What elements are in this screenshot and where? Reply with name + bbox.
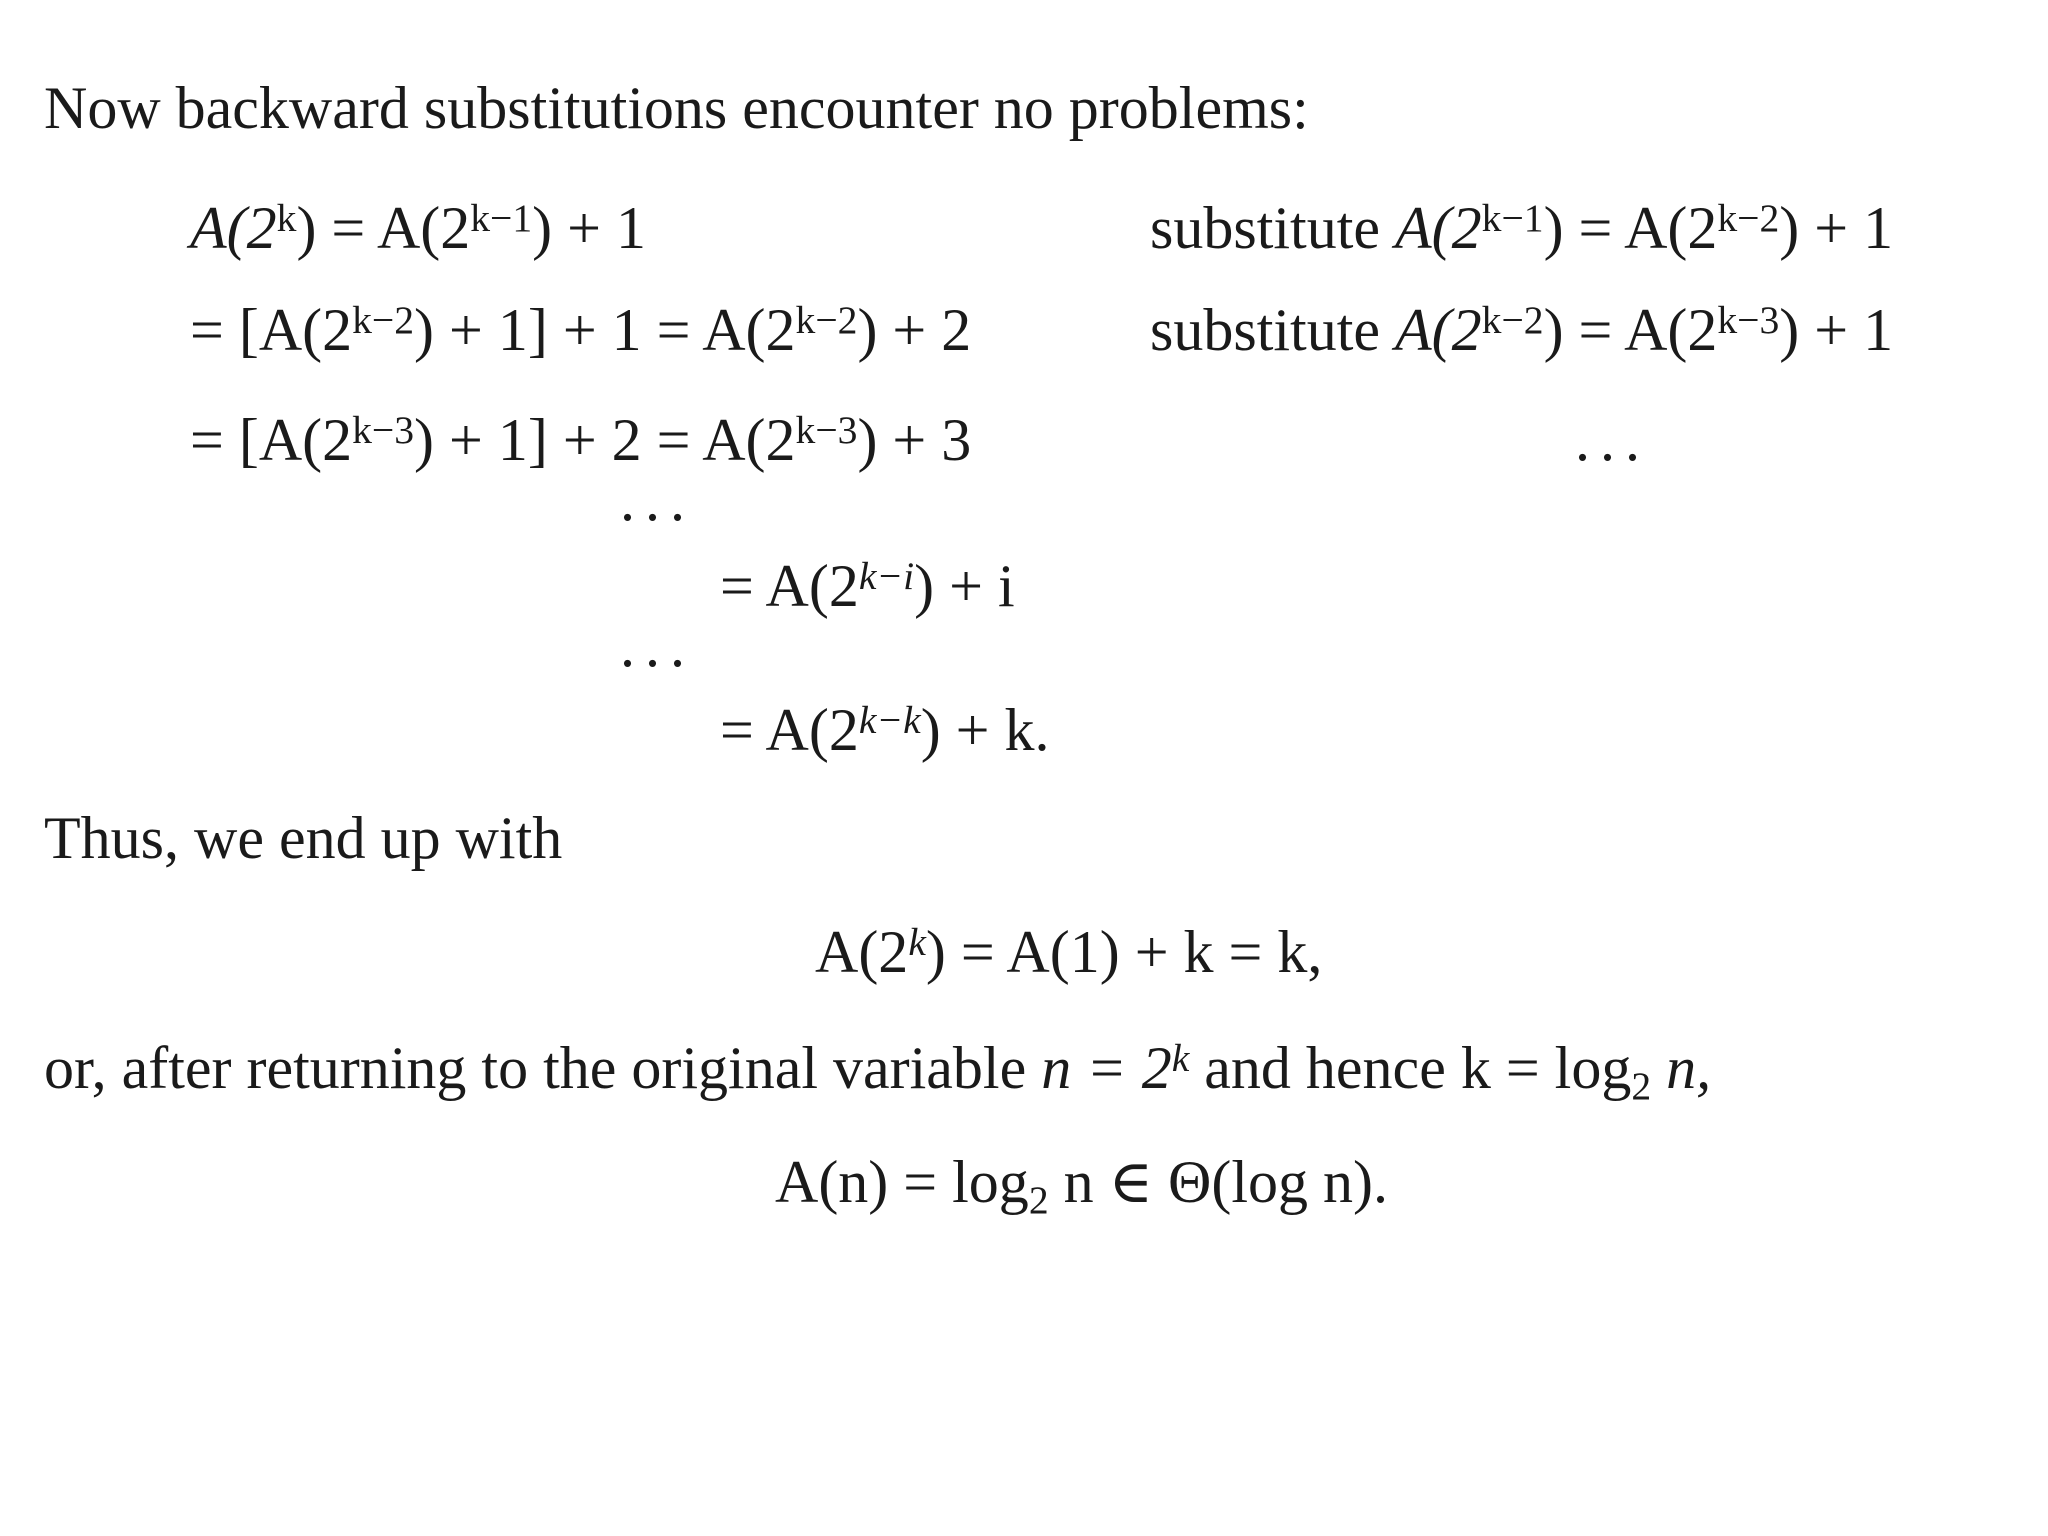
note2-a: A(2: [1395, 297, 1482, 363]
derivation-line-1: [190, 195, 646, 261]
derivation-dots-1: ...: [620, 467, 695, 533]
return-exp: k: [1171, 1036, 1190, 1081]
line3-c: ) + 3: [857, 407, 972, 473]
note1-a: A(2: [1395, 195, 1482, 261]
substitute-note-dots: ...: [1575, 407, 1650, 473]
result-b: ) = A(1) + k = k,: [925, 919, 1323, 985]
note2-b: ) = A(2: [1543, 297, 1718, 363]
substitute-note-2: [1150, 297, 1894, 363]
note2-exp1: k−2: [1481, 298, 1544, 343]
intro-text: Now backward substitutions encounter no problems:: [44, 75, 1309, 141]
return-n-eq: n = 2: [1041, 1035, 1172, 1101]
conclusion-intro: Thus, we end up with: [44, 805, 563, 871]
line5-b: ) + k.: [920, 697, 1050, 763]
line3-exp2: k−3: [795, 408, 858, 453]
final-a: A(n) = log: [775, 1149, 1029, 1215]
line2-exp2: k−2: [795, 298, 858, 343]
return-k-eq: k = log: [1460, 1035, 1632, 1101]
line1-lhs-b: ) = A(2: [296, 195, 471, 261]
line3-b: ) + 1] + 2 = A(2: [414, 407, 796, 473]
line3-exp1: k−3: [352, 408, 415, 453]
line1-exp2: k−1: [470, 196, 533, 241]
line3-a: = [A(2: [190, 407, 353, 473]
line1-exp1: k: [276, 196, 297, 241]
return-before: or, after returning to the original variable: [44, 1035, 1042, 1101]
final-sub: 2: [1028, 1178, 1049, 1223]
note1-exp2: k−2: [1717, 196, 1780, 241]
final-b: n ∈ Θ(log n).: [1048, 1149, 1388, 1215]
note2-word: substitute: [1150, 297, 1381, 363]
return-text: [44, 1035, 1712, 1109]
derivation-line-4: [720, 553, 1015, 619]
line5-exp: k−k: [858, 698, 921, 743]
line1-lhs-a: A(2: [190, 195, 277, 261]
line2-exp1: k−2: [352, 298, 415, 343]
note1-b: ) = A(2: [1543, 195, 1718, 261]
line5-a: = A(2: [720, 697, 859, 763]
line4-b: ) + i: [914, 553, 1015, 619]
return-sub: 2: [1631, 1064, 1652, 1109]
note2-exp2: k−3: [1717, 298, 1780, 343]
derivation-line-2: [190, 297, 972, 363]
return-middle: and hence: [1189, 1035, 1461, 1101]
result-a: A(2: [815, 919, 909, 985]
note2-c: ) + 1: [1779, 297, 1894, 363]
derivation-line-5: [720, 697, 1050, 763]
final-equation: [775, 1149, 1388, 1223]
line2-c: ) + 2: [857, 297, 972, 363]
note1-word: substitute: [1150, 195, 1381, 261]
line2-b: ) + 1] + 1 = A(2: [414, 297, 796, 363]
return-end: n,: [1651, 1035, 1712, 1101]
substitute-note-1: [1150, 195, 1894, 261]
line4-a: = A(2: [720, 553, 859, 619]
derivation-dots-2: ...: [620, 613, 695, 679]
note1-c: ) + 1: [1779, 195, 1894, 261]
line2-a: = [A(2: [190, 297, 353, 363]
result-exp: k: [908, 920, 926, 965]
line4-exp: k−i: [858, 554, 915, 599]
line1-lhs-c: ) + 1: [532, 195, 646, 261]
result-equation: [815, 919, 1323, 985]
note1-exp1: k−1: [1481, 196, 1544, 241]
derivation-line-3: [190, 407, 972, 473]
